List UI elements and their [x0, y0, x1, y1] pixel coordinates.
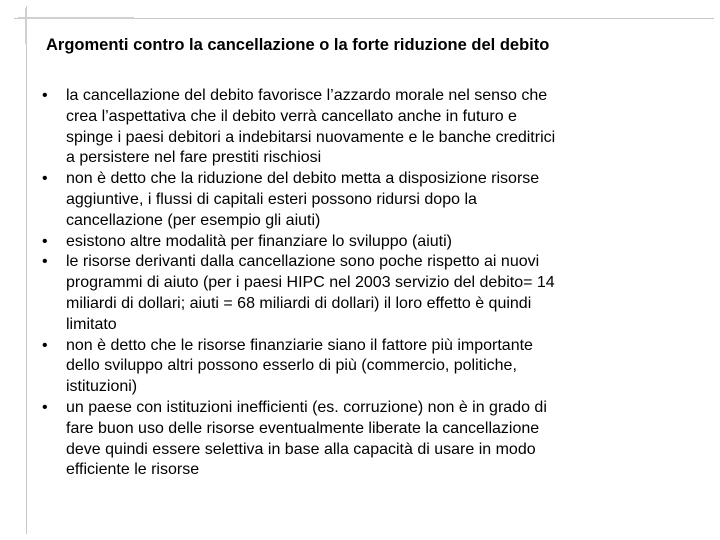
- bullet-text-line: cancellazione (per esempio gli aiuti): [66, 211, 321, 229]
- bullet-text-line: a persistere nel fare prestiti rischiosi: [66, 149, 322, 167]
- bullet-item: [40, 252, 690, 335]
- bullet-text-line: aggiuntive, i flussi di capitali esteri possono ridursi dopo la: [66, 190, 477, 208]
- bullet-text-line: dello sviluppo altri possono esserlo di più (commercio, politiche,: [66, 357, 517, 375]
- bullet-dot-icon: •: [42, 336, 48, 354]
- frame-left-line: [26, 6, 27, 534]
- bullet-item: [40, 169, 690, 231]
- frame-left-accent: [25, 8, 27, 44]
- bullet-text-line: miliardi di dollari; aiuti = 68 miliardi di dollari) il loro effetto è quindi: [66, 294, 532, 312]
- bullet-list: [40, 86, 690, 481]
- bullet-item: [40, 336, 690, 398]
- bullet-text-line: fare buon uso delle risorse eventualmente liberate la cancellazione: [66, 419, 540, 437]
- bullet-text-line: spinge i paesi debitori a indebitarsi nuovamente e le banche creditrici: [66, 128, 556, 146]
- bullet-dot-icon: •: [42, 87, 48, 104]
- bullet-dot-icon: •: [42, 232, 48, 250]
- frame-top-accent: [18, 17, 134, 19]
- bullet-item: [40, 398, 690, 481]
- bullet-item: [40, 232, 690, 253]
- bullet-text-line: un paese con istituzioni inefficienti (es. corruzione) non è in grado di: [66, 398, 547, 416]
- bullet-text-line: istituzioni): [66, 378, 138, 396]
- bullet-text-line: deve quindi essere selettiva in base alla capacità di usare in modo: [66, 440, 536, 458]
- bullet-text-line: la cancellazione del debito favorisce l’azzardo morale nel senso che: [66, 87, 548, 104]
- bullet-dot-icon: •: [42, 398, 48, 416]
- bullet-dot-icon: •: [42, 170, 48, 188]
- bullet-text-line: non è detto che le risorse finanziarie siano il fattore più importante: [66, 336, 533, 354]
- bullet-text-line: le risorse derivanti dalla cancellazione sono poche rispetto ai nuovi: [66, 253, 540, 271]
- bullet-dot-icon: •: [42, 253, 48, 271]
- bullet-text-line: non è detto che la riduzione del debito metta a disposizione risorse: [66, 170, 540, 188]
- slide-title: Argomenti contro la cancellazione o la forte riduzione del debito: [46, 36, 550, 54]
- bullet-text-line: limitato: [66, 315, 117, 333]
- bullet-text-line: efficiente le risorse: [66, 461, 200, 479]
- bullet-text-line: crea l’aspettativa che il debito verrà cancellato anche in futuro e: [66, 107, 517, 125]
- bullet-text-line: esistono altre modalità per finanziare lo sviluppo (aiuti): [66, 232, 452, 250]
- bullet-item: [40, 86, 690, 169]
- bullet-text-line: programmi di aiuto (per i paesi HIPC nel 2003 servizio del debito= 14: [66, 274, 555, 292]
